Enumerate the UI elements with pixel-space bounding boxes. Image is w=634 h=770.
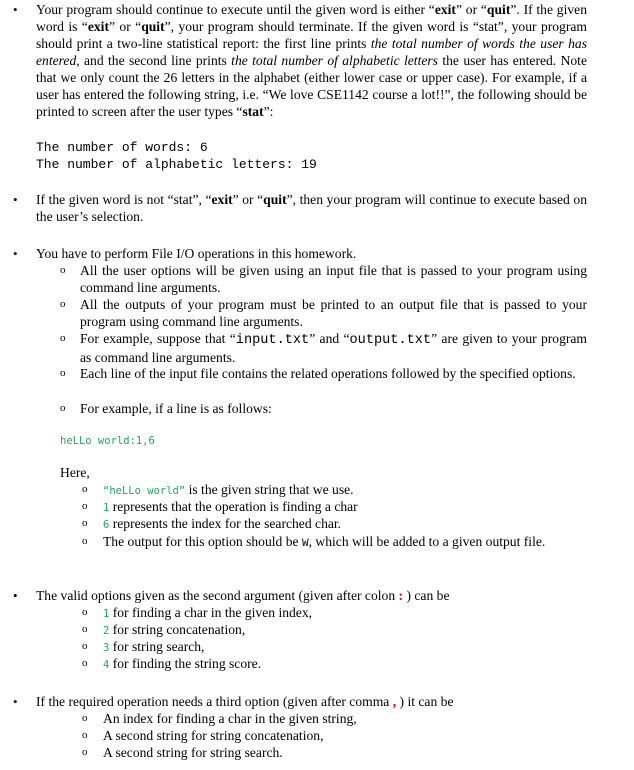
file-io-item-1: All the user options will be given using an input file that is passed to your program using command line arguments. bbox=[80, 263, 587, 295]
sub-bullet-icon: o bbox=[82, 623, 88, 635]
bullet-icon: • bbox=[13, 192, 18, 207]
bullet-icon: • bbox=[13, 588, 18, 603]
sub-bullet-icon: o bbox=[82, 746, 88, 758]
sub-bullet-icon: o bbox=[60, 298, 66, 310]
sub-bullet-icon: o bbox=[82, 712, 88, 724]
sub-bullet-icon: o bbox=[82, 535, 88, 547]
here-item-1: “heLLo world” is the given string that we use. bbox=[103, 482, 354, 497]
code-output-line-2: The number of alphabetic letters: 19 bbox=[36, 157, 317, 172]
bullet-icon: • bbox=[13, 2, 18, 17]
third-option-item-1: An index for finding a char in the given string, bbox=[103, 711, 357, 726]
bullet-1-paragraph: Your program should continue to execute until the given word is either “exit” or “quit”. If the given word is “exit” or “quit”, your program should terminate. If the given word is “stat”, your program should print a two-line statistical report: the first line prints the total number of words the user has entered, and the second line prints the total number of alphabetic letters the user has entered. Note that we only count the 26 letters in the alphabet (either lower case or upper case). For example, if a user has entered the following string, i.e. “We love CSE1142 course a lot!!”, the following should be printed to screen after the user types “stat”: bbox=[36, 2, 587, 119]
sub-bullet-icon: o bbox=[60, 264, 66, 276]
sub-bullet-icon: o bbox=[82, 606, 88, 618]
third-option-item-2: A second string for string concatenation, bbox=[103, 728, 324, 743]
sub-bullet-icon: o bbox=[82, 640, 88, 652]
bullet-3-paragraph: You have to perform File I/O operations in this homework. bbox=[36, 246, 357, 261]
option-item-2: 2 for string concatenation, bbox=[103, 622, 246, 637]
sub-bullet-icon: o bbox=[60, 367, 66, 379]
here-item-4: The output for this option should be W, which will be added to a given output file. bbox=[103, 534, 546, 550]
sub-bullet-icon: o bbox=[82, 517, 88, 529]
sub-bullet-icon: o bbox=[82, 500, 88, 512]
bullet-icon: • bbox=[13, 246, 18, 261]
here-item-2: 1 represents that the operation is finding a char bbox=[103, 499, 358, 514]
bullet-2-paragraph: If the given word is not “stat”, “exit” or “quit”, then your program will continue to execute based on the user’s selection. bbox=[36, 192, 587, 224]
file-io-item-5: For example, if a line is as follows: bbox=[80, 401, 272, 416]
sub-bullet-icon: o bbox=[82, 483, 88, 495]
sub-bullet-icon: o bbox=[60, 332, 66, 344]
bullet-4-paragraph: The valid options given as the second argument (given after colon : ) can be bbox=[36, 588, 450, 603]
option-item-4: 4 for finding the string score. bbox=[103, 656, 262, 671]
file-io-item-3: For example, suppose that “input.txt” and “output.txt” are given to your program as command line arguments. bbox=[80, 331, 587, 365]
example-input-line: heLLo world:1,6 bbox=[60, 435, 155, 447]
option-item-1: 1 for finding a char in the given index, bbox=[103, 605, 313, 620]
file-io-item-2: All the outputs of your program must be printed to an output file that is passed to your program using command line arguments. bbox=[80, 297, 587, 329]
option-item-3: 3 for string search, bbox=[103, 639, 205, 654]
code-output-line-1: The number of words: 6 bbox=[36, 140, 208, 155]
here-item-3: 6 represents the index for the searched char. bbox=[103, 516, 342, 531]
bullet-icon: • bbox=[13, 694, 18, 709]
sub-bullet-icon: o bbox=[82, 657, 88, 669]
third-option-item-3: A second string for string search. bbox=[103, 745, 283, 760]
sub-bullet-icon: o bbox=[60, 402, 66, 414]
sub-bullet-icon: o bbox=[82, 729, 88, 741]
here-label: Here, bbox=[60, 465, 90, 480]
bullet-5-paragraph: If the required operation needs a third option (given after comma , ) it can be bbox=[36, 694, 454, 709]
file-io-item-4: Each line of the input file contains the related operations followed by the specified options. bbox=[80, 366, 576, 381]
